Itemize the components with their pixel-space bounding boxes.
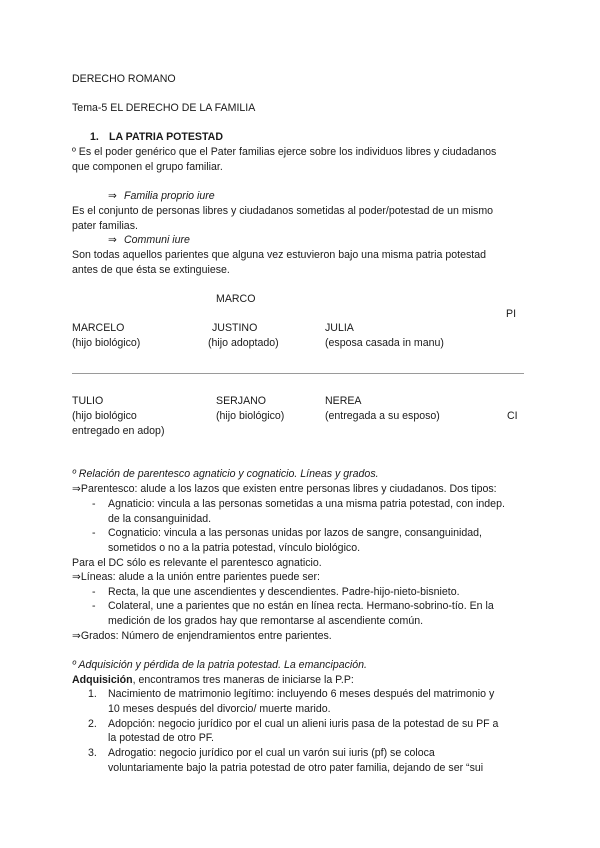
section-title: LA PATRIA POTESTAD	[109, 131, 223, 143]
definition-line: que componen el grupo familiar.	[72, 161, 223, 173]
list-item-line: la potestad de otro PF.	[108, 732, 215, 744]
familia-proprio-title: Familia proprio iure	[124, 190, 215, 202]
topic-title: Tema-5 EL DERECHO DE LA FAMILIA	[72, 102, 256, 114]
arrow-icon: ⇒	[108, 234, 117, 246]
list-number: 3.	[88, 747, 97, 759]
subject-title: DERECHO ROMANO	[72, 73, 176, 85]
list-number: 1.	[88, 688, 97, 700]
adquisicion-intro	[72, 674, 354, 686]
diagram-justino: JUSTINO	[212, 322, 258, 334]
diagram-serjano-note: (hijo biológico)	[216, 410, 285, 422]
diagram-tulio: TULIO	[72, 395, 104, 407]
cognaticio-line: sometidos o no a la patria potestad, vínculo biológico.	[108, 542, 361, 554]
recta-line: Recta, la que une ascendientes y descendientes. Padre-hijo-nieto-bisnieto.	[108, 586, 460, 598]
diagram-marcelo: MARCELO	[72, 322, 125, 334]
colateral-line: Colateral, une a parientes que no están en línea recta. Hermano-sobrino-tío. En la	[108, 600, 494, 612]
communi-line: Son todas aquellos parientes que alguna vez estuvieron bajo una misma patria potestad	[72, 249, 487, 261]
adquisicion-intro-text: , encontramos tres maneras de iniciarse la P.P:	[132, 674, 354, 686]
section-number: 1.	[90, 131, 99, 143]
dash-bullet: -	[92, 586, 96, 598]
diagram-ci-label: CI	[507, 410, 518, 422]
diagram-tulio-note: entregado en adop)	[72, 425, 165, 437]
list-item-line: Adrogatio: negocio jurídico por el cual un varón sui iuris (pf) se coloca	[108, 747, 435, 759]
diagram-divider	[72, 373, 524, 374]
adquisicion-heading: º Adquisición y pérdida de la patria potestad. La emancipación.	[72, 659, 367, 671]
adquisicion-label: Adquisición	[72, 674, 133, 686]
diagram-marcelo-note: (hijo biológico)	[72, 337, 141, 349]
agnaticio-line: de la consanguinidad.	[108, 513, 212, 525]
dash-bullet: -	[92, 498, 96, 510]
list-number: 2.	[88, 718, 97, 730]
cognaticio-line: Cognaticio: vincula a las personas unidas por lazos de sangre, consanguinidad,	[108, 527, 482, 539]
list-item-line: Adopción: negocio jurídico por el cual un alieni iuris pasa de la potestad de su PF a	[108, 718, 499, 730]
list-item-line: Nacimiento de matrimonio legítimo: incluyendo 6 meses después del matrimonio y	[108, 688, 495, 700]
relevance-line: Para el DC sólo es relevante el parentesco agnaticio.	[72, 557, 322, 569]
dash-bullet: -	[92, 527, 96, 539]
communi-iure-title: Communi iure	[124, 234, 190, 246]
diagram-julia: JULIA	[325, 322, 354, 334]
parentesco-intro: ⇒Parentesco: alude a los lazos que existen entre personas libres y ciudadanos. Dos tipos:	[72, 483, 497, 495]
list-item-line: voluntariamente bajo la patria potestad de otro pater familia, dejando de ser “sui	[108, 762, 484, 774]
agnaticio-line: Agnaticio: vincula a las personas sometidas a una misma patria potestad, con indep.	[108, 498, 505, 510]
diagram-nerea-note: (entregada a su esposo)	[325, 410, 440, 422]
familia-line: pater familias.	[72, 220, 138, 232]
communi-line: antes de que ésta se extinguiese.	[72, 264, 230, 276]
grados-line: ⇒Grados: Número de enjendramientos entre parientes.	[72, 630, 332, 642]
definition-line: º Es el poder genérico que el Pater familias ejerce sobre los individuos libres y ciudadanos	[72, 146, 497, 158]
list-item-line: 10 meses después del divorcio/ muerte marido.	[108, 703, 331, 715]
colateral-line: medición de los grados hay que remontarse al ascendiente común.	[108, 615, 424, 627]
lineas-intro: ⇒Líneas: alude a la unión entre parientes puede ser:	[72, 571, 320, 583]
arrow-icon: ⇒	[108, 190, 117, 202]
dash-bullet: -	[92, 600, 96, 612]
diagram-serjano: SERJANO	[216, 395, 267, 407]
familia-line: Es el conjunto de personas libres y ciudadanos sometidas al poder/potestad de un mismo	[72, 205, 494, 217]
diagram-marco: MARCO	[216, 293, 256, 305]
parentesco-heading: º Relación de parentesco agnaticio y cognaticio. Líneas y grados.	[72, 468, 379, 480]
diagram-julia-note: (esposa casada in manu)	[325, 337, 444, 349]
diagram-pi-label: PI	[506, 308, 517, 320]
diagram-justino-note: (hijo adoptado)	[208, 337, 279, 349]
diagram-nerea: NEREA	[325, 395, 362, 407]
diagram-tulio-note: (hijo biológico	[72, 410, 137, 422]
